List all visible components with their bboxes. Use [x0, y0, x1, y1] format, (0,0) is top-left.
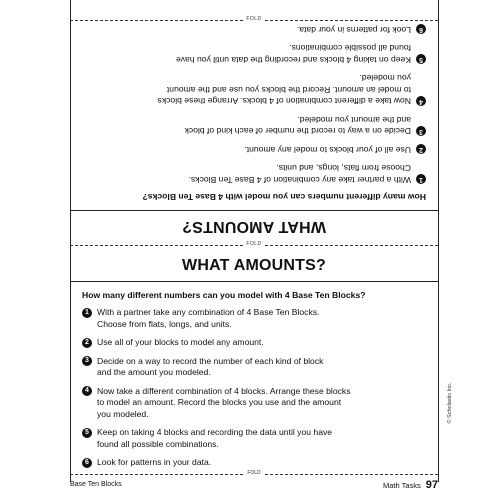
bottom-fold-line	[70, 470, 438, 476]
card-title: WHAT AMOUNTS?	[182, 218, 326, 235]
step-number-3: 3	[416, 126, 426, 136]
fold-tag: FOLD	[243, 241, 264, 247]
step-text: Keep on taking 4 blocks and recording the data until you have	[97, 427, 333, 437]
step-text: Look for patterns in your data.	[97, 457, 212, 467]
step-text: Decide on a way to record the number of each kind of block	[184, 126, 411, 137]
step-text: Keep on taking 4 blocks and recording the data until you have	[175, 55, 411, 65]
step-text: Use all of your blocks to model any amount.	[244, 145, 411, 155]
step-item	[76, 144, 426, 156]
step-number-3: 3	[82, 356, 92, 366]
copyright-notice	[445, 345, 455, 465]
title-divider	[70, 281, 438, 282]
step-item	[82, 337, 432, 349]
page-number: 97	[425, 479, 438, 491]
right-cut-line	[438, 0, 439, 482]
card-question: How many different numbers can you model with 4 Base Ten Blocks?	[82, 290, 366, 300]
step-text: Choose from flats, longs, and units.	[97, 318, 232, 329]
card-question: How many different numbers can you model with 4 Base Ten Blocks?	[142, 192, 426, 202]
step-text: Decide on a way to record the number of each kind of block	[97, 355, 324, 366]
title-divider	[70, 210, 438, 211]
step-number-4: 4	[416, 96, 426, 106]
step-text: and the amount you modeled.	[97, 367, 211, 377]
step-number-6: 6	[416, 25, 426, 35]
step-text: you modeled.	[97, 408, 149, 419]
fold-tag: FOLD	[244, 470, 263, 476]
step-list	[82, 307, 432, 476]
step-list	[76, 17, 426, 186]
step-text: and the amount you modeled.	[297, 115, 411, 125]
step-number-5: 5	[82, 428, 92, 438]
step-item	[76, 162, 426, 185]
step-number-2: 2	[82, 338, 92, 348]
step-text: found all possible combinations.	[289, 43, 411, 54]
step-text: Now take a different combination of 4 blocks. Arrange these blocks	[157, 96, 411, 107]
step-text: you modeled.	[359, 73, 411, 84]
step-number-1: 1	[82, 308, 92, 318]
footer-book-info	[383, 479, 438, 491]
step-text: to model an amount. Record the blocks you use and the amount	[97, 397, 342, 407]
step-item	[82, 307, 432, 330]
step-item	[82, 386, 432, 421]
step-item	[82, 356, 432, 379]
step-number-5: 5	[416, 55, 426, 65]
step-number-1: 1	[416, 175, 426, 185]
step-text: Look for patterns in your data.	[296, 25, 411, 35]
task-card	[70, 249, 438, 469]
footer-book-title: Math Tasks	[382, 481, 421, 490]
step-number-6: 6	[82, 458, 92, 468]
step-item	[82, 457, 432, 469]
step-number-2: 2	[416, 145, 426, 155]
step-text: With a partner take any combination of 4 Base Ten Blocks.	[188, 175, 411, 185]
step-text: Use all of your blocks to model any amount.	[97, 337, 264, 347]
step-text: With a partner take any combination of 4 Base Ten Blocks.	[97, 307, 320, 317]
step-text: Now take a different combination of 4 blocks. Arrange these blocks	[97, 385, 351, 396]
task-card-upside-down	[70, 7, 438, 243]
step-item	[82, 427, 432, 450]
step-number-4: 4	[82, 386, 92, 396]
step-text: to model an amount. Record the blocks you use and the amount	[166, 85, 411, 95]
step-item	[76, 24, 426, 36]
step-text: found all possible combinations.	[97, 438, 219, 449]
step-item	[76, 114, 426, 137]
fold-tag: FOLD	[243, 16, 264, 22]
card-title: WHAT AMOUNTS?	[182, 257, 326, 274]
step-item	[76, 42, 426, 65]
middle-fold-line	[70, 241, 438, 247]
copyright-text: © Scholastic Inc.	[447, 382, 453, 424]
step-text: Choose from flats, longs, and units.	[276, 163, 411, 174]
step-item	[76, 72, 426, 107]
footer-section-name: Base Ten Blocks	[70, 481, 122, 488]
